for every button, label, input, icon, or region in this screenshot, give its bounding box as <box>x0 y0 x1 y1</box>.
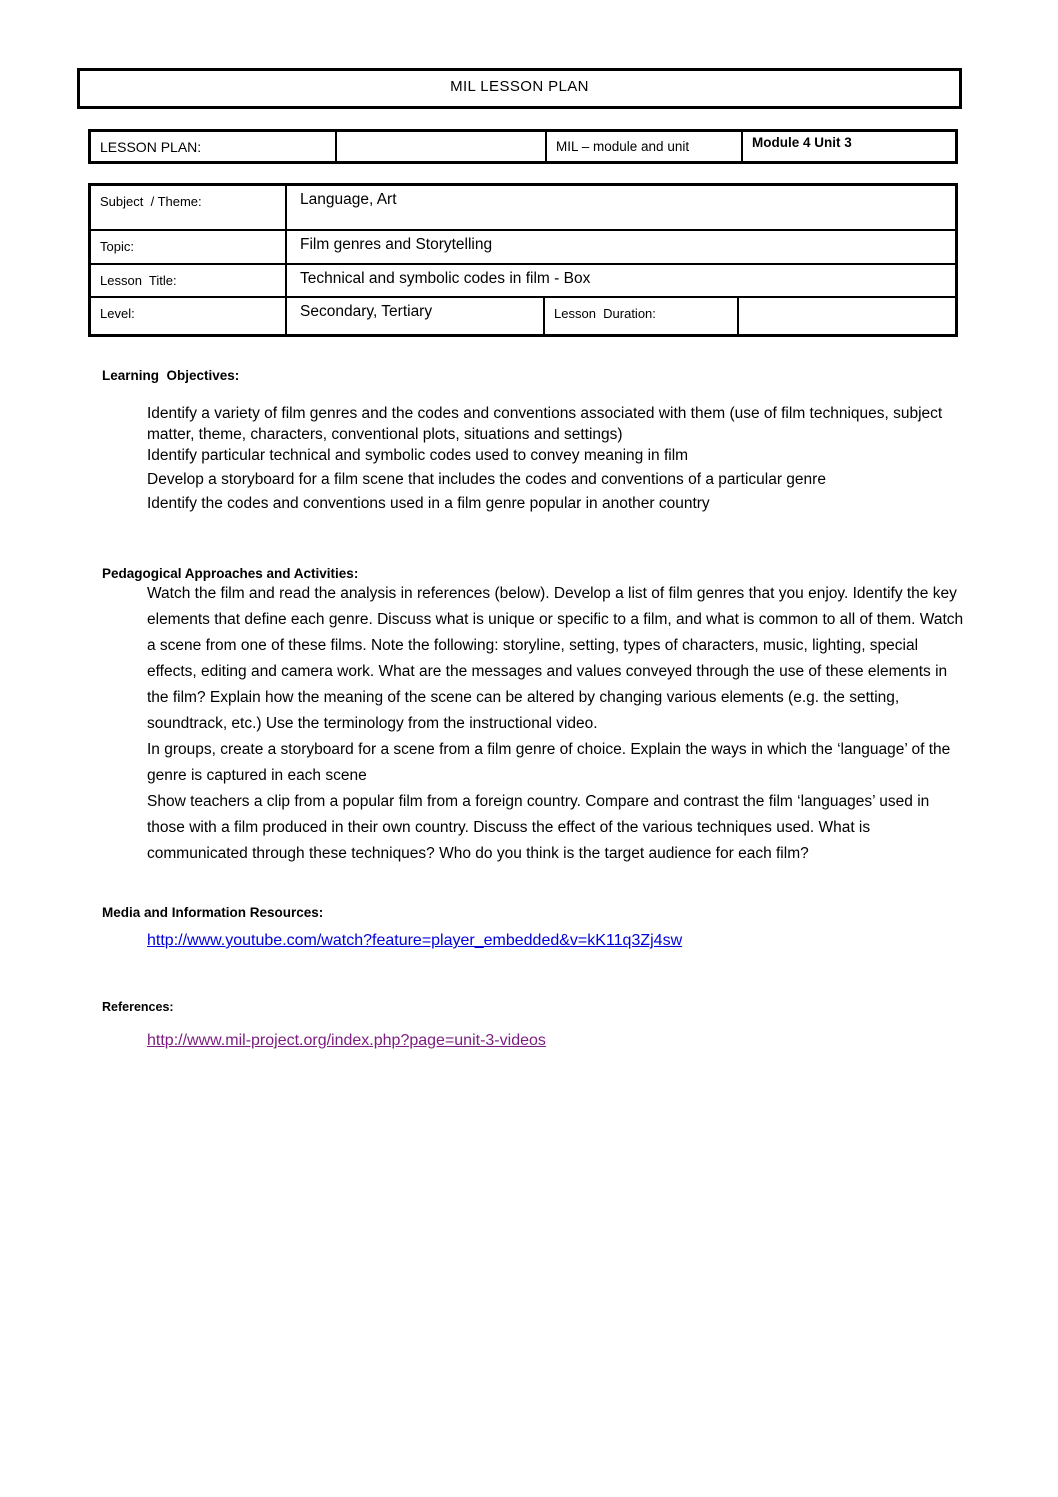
level-value: Secondary, Tertiary <box>287 298 545 334</box>
lesson-title-row <box>91 265 955 298</box>
module-unit-label-cell <box>547 132 743 161</box>
youtube-link[interactable]: http://www.youtube.com/watch?feature=player_embedded&v=kK11q3Zj4sw <box>147 932 683 949</box>
pedagogical-heading: Pedagogical Approaches and Activities: <box>102 566 359 581</box>
references-link[interactable]: http://www.mil-project.org/index.php?page=unit-3-videos <box>147 1032 546 1049</box>
learning-objective-paragraph: Identify particular technical and symbolic codes used to convey meaning in film <box>147 447 689 464</box>
pedagogical-paragraph: Show teachers a clip from a popular film from a foreign country. Compare and contrast the film ‘languages’ used in those with a film produced in their own country. Discuss the effect of the various techniques used. What is communicated through these techniques? Who do you think is the target audience for each film? <box>147 793 930 862</box>
subject-theme-label: Subject / Theme: <box>91 186 287 229</box>
subject-theme-row <box>91 186 955 231</box>
module-unit-value-cell <box>743 132 955 161</box>
learning-objectives-heading: Learning Objectives: <box>102 368 240 383</box>
pedagogical-paragraph: Watch the film and read the analysis in references (below). Develop a list of film genres that you enjoy. Identify the key elements that define each genre. Discuss what is unique or specific to a film, and what is common to all of them. Watch a scene from one of these films. Note the following: storyline, setting, types of characters, music, lighting, special effects, editing and camera work. What are the messages and values conveyed through the use of these elements in the film? Explain how the meaning of the scene can be altered by changing various elements (e.g. the setting, soundtrack, etc.) Use the terminology from the instructional video. <box>147 585 964 732</box>
learning-objective-paragraph: Identify a variety of film genres and the codes and conventions associated with them (use of film techniques, subject matter, theme, characters, conventional plots, situations and settings) <box>147 405 943 443</box>
level-row <box>91 298 955 334</box>
topic-value: Film genres and Storytelling <box>300 236 493 253</box>
subject-theme-value: Language, Art <box>300 191 397 208</box>
lesson-plan-table <box>88 129 958 164</box>
references-link-row <box>147 1032 968 1050</box>
document-body <box>0 343 1058 1050</box>
lesson-title-value: Technical and symbolic codes in film - Box <box>300 270 591 287</box>
lesson-duration-value <box>739 298 955 334</box>
lesson-plan-label-cell <box>91 132 337 161</box>
references-heading: References: <box>102 1000 174 1014</box>
module-unit-value: Module 4 Unit 3 <box>752 135 852 150</box>
lesson-title-label: Lesson Title: <box>91 265 287 296</box>
media-resources-heading: Media and Information Resources: <box>102 905 324 920</box>
learning-objective-paragraph: Develop a storyboard for a film scene that includes the codes and conventions of a particular genre <box>147 471 826 488</box>
document-title: MIL LESSON PLAN <box>450 78 589 95</box>
module-unit-label: MIL – module and unit <box>556 139 690 154</box>
lesson-plan-value-cell <box>337 132 547 161</box>
lesson-plan-label: LESSON PLAN: <box>100 138 202 155</box>
pedagogical-section <box>147 581 967 867</box>
topic-row <box>91 231 955 265</box>
topic-label: Topic: <box>91 231 287 263</box>
pedagogical-paragraph: In groups, create a storyboard for a scene from a film genre of choice. Explain the ways in which the ‘language’ of the genre is captured in each scene <box>147 741 951 784</box>
level-label: Level: <box>91 298 287 334</box>
document-title-box <box>77 68 962 109</box>
lesson-duration-label: Lesson Duration: <box>545 298 739 334</box>
learning-objectives-section <box>147 403 967 514</box>
lesson-info-table <box>88 183 958 337</box>
media-resources-link-row <box>147 932 968 950</box>
learning-objective-paragraph: Identify the codes and conventions used in a film genre popular in another country <box>147 495 710 512</box>
